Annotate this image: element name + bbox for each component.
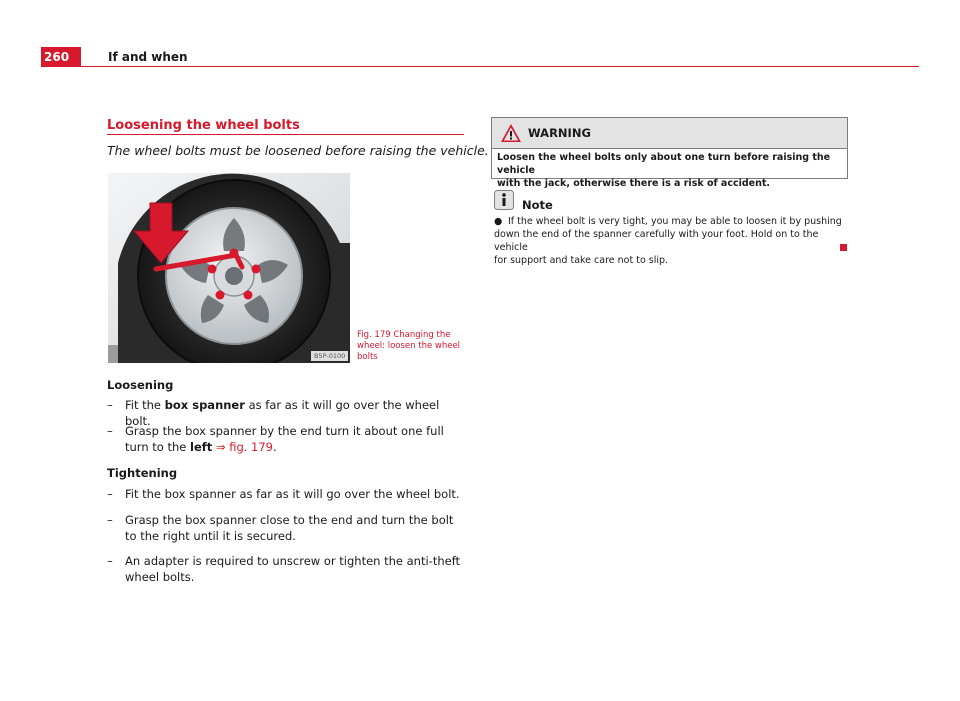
page-number: 260 (41, 47, 81, 67)
wheel-figure (108, 173, 350, 363)
note-line: If the wheel bolt is very tight, you may be able to loosen it by pushing (508, 216, 842, 227)
warning-icon (500, 123, 522, 143)
figure-caption-line: bolts (357, 352, 378, 362)
loosening-step-2 (107, 423, 467, 455)
note-line: for support and take care not to slip. (494, 255, 669, 266)
wheel-illustration (108, 173, 350, 363)
end-of-section-marker (840, 244, 847, 251)
warning-line: with the jack, otherwise there is a risk of accident. (497, 178, 771, 189)
warning-line: Loosen the wheel bolts only about one turn before raising the vehicle (497, 152, 831, 176)
section-heading: Loosening the wheel bolts (107, 118, 300, 133)
step-dash: – (107, 487, 113, 501)
step-text: Grasp the box spanner close to the end and turn the bolt to the right until it is secured. (125, 513, 454, 543)
note-title: Note (522, 198, 553, 212)
step-text: An adapter is required to unscrew or tighten the anti-theft wheel bolts. (125, 554, 461, 584)
tightening-heading: Tightening (107, 466, 178, 480)
figure-caption-line: wheel: loosen the wheel (357, 341, 461, 351)
figure-code: B5P-0100 (314, 352, 346, 360)
step-text: Fit the box spanner as far as it will go over the wheel bolt. (125, 487, 460, 501)
figure-reference-link[interactable]: ⇒ fig. 179 (215, 440, 274, 454)
step-emphasis: left (190, 440, 213, 454)
step-text: Fit the (125, 398, 165, 412)
figure-caption (357, 330, 467, 363)
section-intro: The wheel bolts must be loosened before raising the vehicle. (107, 143, 489, 158)
loosening-heading: Loosening (107, 378, 174, 392)
warning-text (492, 149, 847, 190)
step-dash: – (107, 554, 113, 568)
tightening-step-1 (107, 486, 467, 502)
note-bullet: ● (494, 216, 503, 227)
step-text: . (273, 440, 277, 454)
warning-box (491, 117, 848, 189)
step-dash: – (107, 398, 113, 412)
chapter-title: If and when (108, 50, 188, 64)
step-text: Grasp the box spanner by the end turn it about one full turn to the (125, 424, 444, 454)
figure-caption-line: Fig. 179 Changing the (357, 330, 451, 340)
note-text (494, 215, 850, 267)
note-line: down the end of the spanner carefully with your foot. Hold on to the vehicle (494, 229, 819, 253)
step-dash: – (107, 513, 113, 527)
warning-title: WARNING (528, 126, 591, 140)
section-rule (107, 134, 464, 135)
tightening-step-2 (107, 512, 467, 544)
note-info-icon (494, 190, 514, 210)
step-text: as far as it will go over the wheel bolt. (125, 398, 440, 428)
warning-header (492, 118, 847, 149)
tightening-step-3 (107, 553, 467, 585)
step-emphasis: box spanner (164, 398, 245, 412)
header-rule (81, 66, 919, 67)
step-dash: – (107, 424, 113, 438)
